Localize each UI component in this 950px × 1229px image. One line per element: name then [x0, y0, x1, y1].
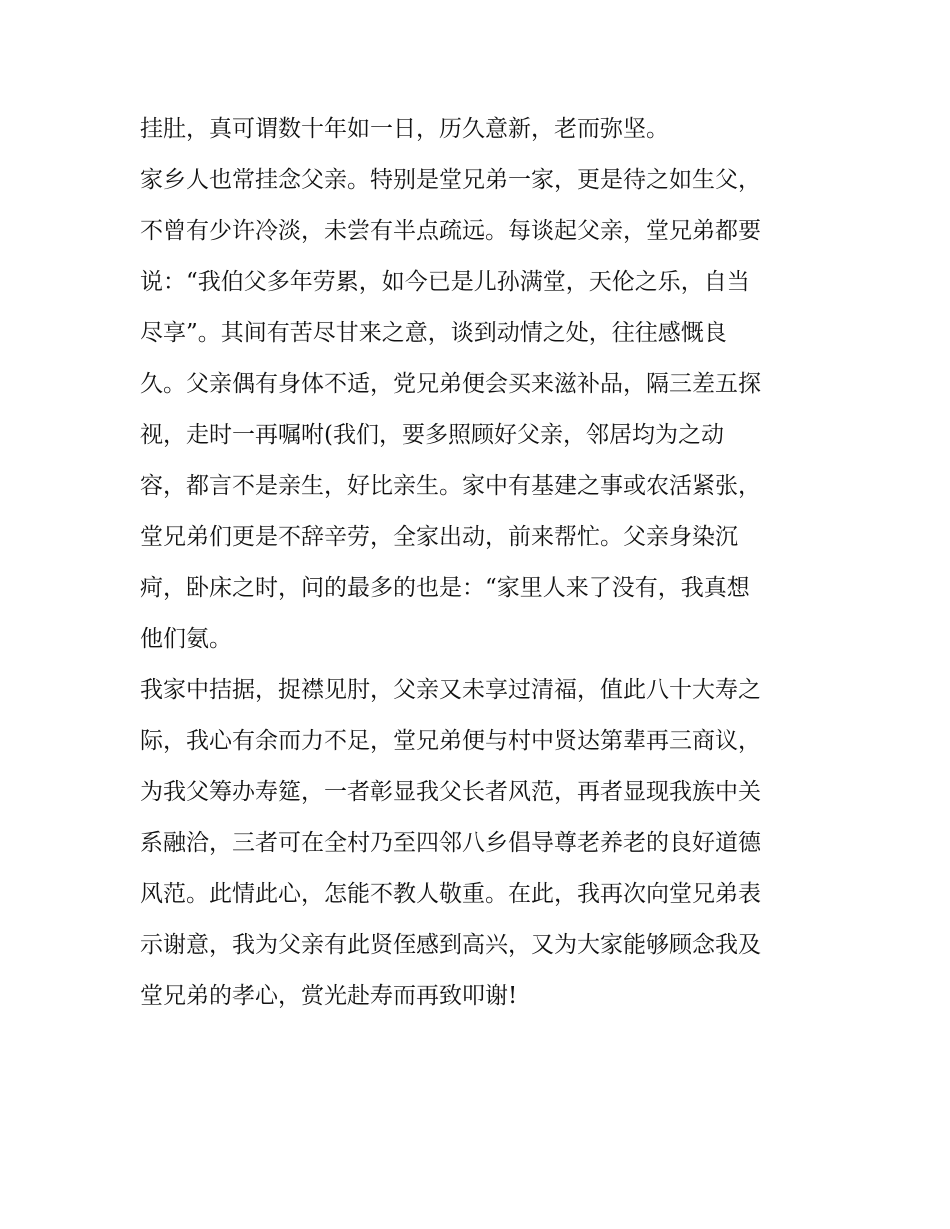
text-line: 挂肚，真可谓数十年如一日，历久意新，老而弥坚。 [140, 116, 669, 142]
text-line: 尽享”。其间有苦尽甘来之意，谈到动情之处，往往感慨良 [140, 320, 727, 346]
text-line: 堂兄弟的孝心，赏光赴寿而再致叩谢! [140, 983, 518, 1009]
text-line: 际，我心有余而力不足，堂兄弟便与村中贤达第辈再三商议， [140, 728, 761, 754]
body-text [140, 104, 840, 1022]
text-line: 他们氨。 [140, 626, 232, 652]
text-line: 系融洽，三者可在全村乃至四邻八乡倡导尊老养老的良好道德 [140, 830, 761, 856]
text-line: 堂兄弟们更是不辞辛劳，全家出动，前来帮忙。父亲身染沉 [140, 524, 738, 550]
text-line: 我家中拮据，捉襟见肘，父亲又未享过清福，值此八十大寿之 [140, 677, 761, 703]
text-line: 家乡人也常挂念父亲。特别是堂兄弟一家，更是待之如生父， [140, 167, 761, 193]
text-line: 不曾有少许冷淡，未尝有半点疏远。每谈起父亲，堂兄弟都要 [140, 218, 761, 244]
text-line: 视，走时一再嘱咐(我们，要多照顾好父亲，邻居均为之动 [140, 422, 724, 448]
text-line: 风范。此情此心，怎能不教人敬重。在此，我再次向堂兄弟表 [140, 881, 761, 907]
text-line: 久。父亲偶有身体不适，党兄弟便会买来滋补品，隔三差五探 [140, 371, 761, 397]
text-line: 为我父筹办寿筵，一者彰显我父长者风范，再者显现我族中关 [140, 779, 761, 805]
text-line: 容，都言不是亲生，好比亲生。家中有基建之事或农活紧张， [140, 473, 761, 499]
text-line: 说：“我伯父多年劳累，如今已是儿孙满堂，天伦之乐，自当 [140, 269, 750, 295]
text-line: 示谢意，我为父亲有此贤侄感到高兴，又为大家能够顾念我及 [140, 932, 761, 958]
text-line: 疴，卧床之时，问的最多的也是：“家里人来了没有，我真想 [140, 575, 750, 601]
